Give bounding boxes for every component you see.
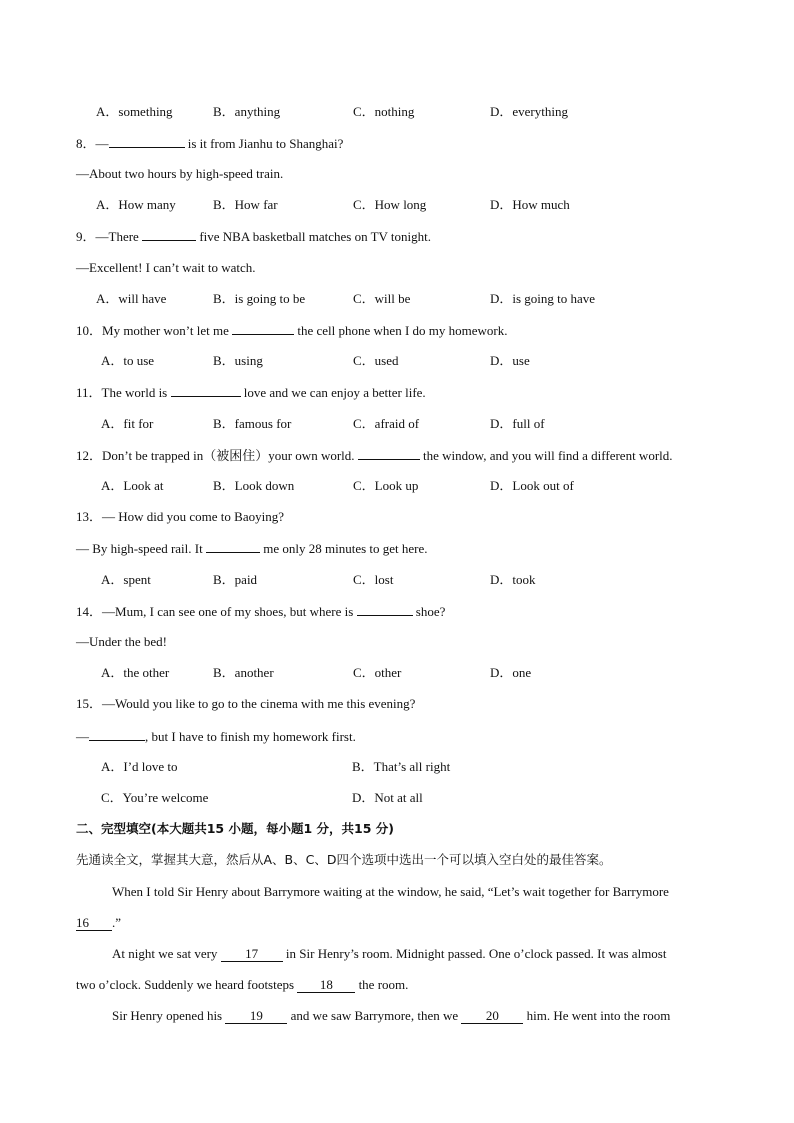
passage-paragraph-1: When I told Sir Henry about Barrymore waiting at the window, he said, “Let’s wait together for Barrymore	[112, 884, 669, 899]
q13-option-b: B．paid	[213, 572, 258, 587]
q10-option-d: D．use	[490, 353, 530, 368]
q14-option-d: D．one	[490, 665, 532, 680]
section-instruction: 先通读全文，掌握其大意，然后从A、B、C、D四个选项中选出一个可以填入空白处的最佳答案。	[76, 852, 612, 867]
q10-option-a: A．to use	[101, 353, 155, 368]
q13-option-d: D．took	[490, 572, 536, 587]
q10-stem: 10．My mother won’t let me the cell phone when I do my homework.	[76, 323, 508, 338]
passage-paragraph-2-cont: two o’clock. Suddenly we heard footsteps 18 the room.	[76, 977, 409, 992]
q7-option-b: B．anything	[213, 104, 281, 119]
question-number: 12．	[76, 448, 103, 463]
q13-option-c: C．lost	[353, 572, 394, 587]
question-number: 15．	[76, 696, 103, 711]
answer-blank	[142, 228, 196, 241]
answer-blank	[358, 447, 420, 460]
q15-option-a: A．I’d love to	[101, 759, 178, 774]
blank-17: 17	[221, 947, 283, 962]
question-number: 8．	[76, 136, 96, 151]
q11-option-a: A．fit for	[101, 416, 154, 431]
q12-stem: 12．Don’t be trapped in（被困住）your own world. the window, and you will find a different world.	[76, 448, 673, 463]
q9-option-b: B．is going to be	[213, 291, 306, 306]
q12-option-a: A．Look at	[101, 478, 164, 493]
q9-option-c: C．will be	[353, 291, 411, 306]
q7-option-a: A．something	[96, 104, 173, 119]
q11-option-b: B．famous for	[213, 416, 292, 431]
q7-option-d: D．everything	[490, 104, 568, 119]
q9-option-a: A．will have	[96, 291, 167, 306]
q14-option-c: C．other	[353, 665, 402, 680]
answer-blank	[357, 603, 413, 616]
q15-option-c: C．You’re welcome	[101, 790, 209, 805]
answer-blank	[232, 322, 294, 335]
answer-blank	[89, 728, 145, 741]
passage-paragraph-1-end: 16 .”	[76, 915, 122, 930]
q11-option-d: D．full of	[490, 416, 545, 431]
blank-16: 16	[76, 916, 112, 931]
q10-option-b: B．using	[213, 353, 263, 368]
q8-option-b: B．How far	[213, 197, 278, 212]
q11-option-c: C．afraid of	[353, 416, 420, 431]
question-number: 13．	[76, 509, 103, 524]
q8-option-a: A．How many	[96, 197, 176, 212]
answer-blank	[206, 540, 260, 553]
q9-option-d: D．is going to have	[490, 291, 596, 306]
q15-stem: 15．—Would you like to go to the cinema with me this evening?	[76, 696, 416, 711]
q9-reply: —Excellent! I can’t wait to watch.	[76, 260, 256, 275]
question-number: 14．	[76, 604, 103, 619]
q14-option-a: A．the other	[101, 665, 170, 680]
q8-option-c: C．How long	[353, 197, 427, 212]
q13-stem: 13．— How did you come to Baoying?	[76, 509, 284, 524]
section-heading: 二、完型填空(本大题共15 小题，每小题1 分，共15 分)	[76, 821, 394, 836]
passage-paragraph-3: Sir Henry opened his 19 and we saw Barrymore, then we 20 him. He went into the room	[112, 1008, 671, 1023]
answer-blank	[109, 135, 185, 148]
q8-reply: —About two hours by high-speed train.	[76, 166, 284, 181]
question-number: 9．	[76, 229, 96, 244]
blank-19: 19	[225, 1009, 287, 1024]
q14-reply: —Under the bed!	[76, 634, 167, 649]
q8-option-d: D．How much	[490, 197, 570, 212]
blank-18: 18	[297, 978, 355, 993]
q7-option-c: C．nothing	[353, 104, 415, 119]
q12-option-b: B．Look down	[213, 478, 295, 493]
q13-reply: — By high-speed rail. It me only 28 minutes to get here.	[76, 541, 428, 556]
q10-option-c: C．used	[353, 353, 399, 368]
q15-option-b: B．That’s all right	[352, 759, 451, 774]
q9-stem: 9．—There five NBA basketball matches on TV tonight.	[76, 229, 432, 244]
q8-stem: 8．— is it from Jianhu to Shanghai?	[76, 136, 344, 151]
q12-option-c: C．Look up	[353, 478, 419, 493]
answer-blank	[171, 384, 241, 397]
blank-20: 20	[461, 1009, 523, 1024]
question-number: 11．	[76, 385, 102, 400]
q14-option-b: B．another	[213, 665, 274, 680]
q12-option-d: D．Look out of	[490, 478, 574, 493]
q15-reply: — , but I have to finish my homework first.	[76, 729, 356, 744]
question-number: 10．	[76, 323, 103, 338]
q11-stem: 11．The world is love and we can enjoy a better life.	[76, 385, 426, 400]
q13-option-a: A．spent	[101, 572, 151, 587]
passage-paragraph-2: At night we sat very 17 in Sir Henry’s room. Midnight passed. One o’clock passed. It was almost	[112, 946, 667, 961]
q14-stem: 14．—Mum, I can see one of my shoes, but where is shoe?	[76, 604, 446, 619]
q15-option-d: D．Not at all	[352, 790, 423, 805]
